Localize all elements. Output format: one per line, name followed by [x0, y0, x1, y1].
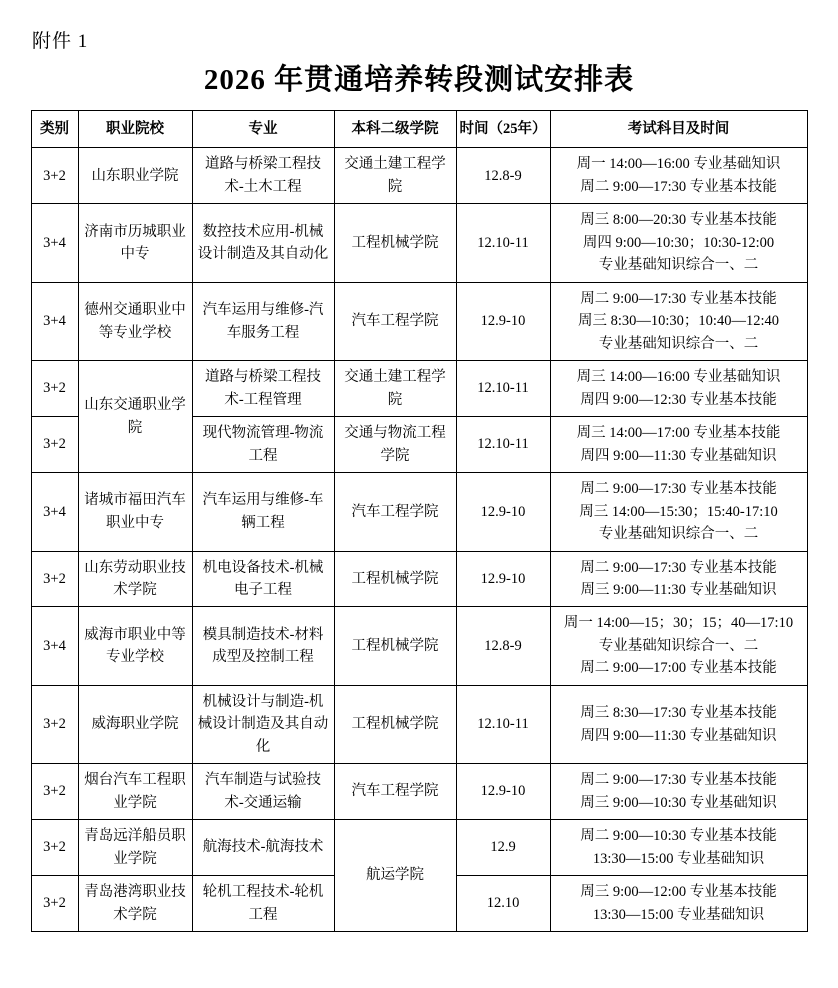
- cell-time: 12.10-11: [456, 685, 550, 763]
- subject-line: 专业基础知识综合一、二: [598, 257, 759, 274]
- cell-type: 3+2: [31, 148, 78, 204]
- header-subject: 考试科目及时间: [550, 111, 807, 148]
- table-row: [31, 361, 807, 417]
- table-row: [31, 148, 807, 204]
- subject-line: 周三 14:00—16:00 专业基础知识: [576, 369, 781, 386]
- cell-school: 山东劳动职业技术学院: [78, 551, 192, 607]
- cell-type: 3+2: [31, 764, 78, 820]
- cell-school: 济南市历城职业中专: [78, 204, 192, 282]
- cell-type: 3+2: [31, 361, 78, 417]
- cell-time: 12.9-10: [456, 551, 550, 607]
- header-school: 职业院校: [78, 111, 192, 148]
- cell-major: 汽车制造与试验技术-交通运输: [192, 764, 334, 820]
- cell-school: 德州交通职业中等专业学校: [78, 282, 192, 360]
- subject-line: 周四 9:00—10:30；10:30-12:00: [582, 234, 775, 251]
- cell-school: 威海市职业中等专业学校: [78, 607, 192, 685]
- subject-line: 周一 14:00—15；30；15；40—17:10: [563, 615, 794, 632]
- table-row: [31, 473, 807, 551]
- subject-line: 周二 9:00—17:30 专业基本技能: [580, 559, 777, 576]
- cell-subject: [550, 361, 807, 417]
- subject-line: 13:30—15:00 专业基础知识: [592, 850, 765, 867]
- cell-time: 12.10: [456, 876, 550, 932]
- cell-type: 3+4: [31, 204, 78, 282]
- subject-line: 专业基础知识综合一、二: [598, 526, 759, 543]
- cell-time: 12.8-9: [456, 148, 550, 204]
- cell-college: 交通土建工程学院: [334, 361, 456, 417]
- table-row: [31, 764, 807, 820]
- subject-line: 周三 8:30—10:30；10:40—12:40: [578, 313, 779, 330]
- cell-time: 12.10-11: [456, 204, 550, 282]
- cell-subject: [550, 204, 807, 282]
- cell-time: 12.9-10: [456, 473, 550, 551]
- cell-college: 工程机械学院: [334, 685, 456, 763]
- cell-subject: [550, 685, 807, 763]
- cell-major: 现代物流管理-物流工程: [192, 417, 334, 473]
- cell-time: 12.10-11: [456, 361, 550, 417]
- table-row: [31, 204, 807, 282]
- subject-line: 13:30—15:00 专业基础知识: [592, 906, 765, 923]
- subject-line: 周三 9:00—12:00 专业基本技能: [580, 884, 777, 901]
- cell-subject: [550, 764, 807, 820]
- cell-school: 山东职业学院: [78, 148, 192, 204]
- cell-major: 模具制造技术-材料成型及控制工程: [192, 607, 334, 685]
- cell-school: 诸城市福田汽车职业中专: [78, 473, 192, 551]
- cell-type: 3+4: [31, 473, 78, 551]
- cell-college: 汽车工程学院: [334, 473, 456, 551]
- header-college: 本科二级学院: [334, 111, 456, 148]
- subject-line: 周二 9:00—17:30 专业基本技能: [580, 772, 777, 789]
- cell-major: 机电设备技术-机械电子工程: [192, 551, 334, 607]
- subject-line: 周四 9:00—11:30 专业基础知识: [580, 447, 777, 464]
- table-row: [31, 551, 807, 607]
- cell-college: 工程机械学院: [334, 551, 456, 607]
- subject-line: 周二 9:00—17:30 专业基本技能: [580, 178, 777, 195]
- attachment-label: 附件 1: [32, 31, 89, 52]
- cell-college: 工程机械学院: [334, 607, 456, 685]
- table-row: [31, 820, 807, 876]
- cell-major: 机械设计与制造-机械设计制造及其自动化: [192, 685, 334, 763]
- subject-line: 周三 9:00—11:30 专业基础知识: [580, 581, 777, 598]
- cell-time: 12.9: [456, 820, 550, 876]
- cell-school: 青岛港湾职业技术学院: [78, 876, 192, 932]
- subject-line: 周三 9:00—10:30 专业基础知识: [580, 794, 777, 811]
- cell-subject: [550, 551, 807, 607]
- cell-subject: [550, 607, 807, 685]
- table-row: [31, 685, 807, 763]
- cell-college: 航运学院: [334, 820, 456, 932]
- cell-subject: [550, 148, 807, 204]
- cell-type: 3+2: [31, 820, 78, 876]
- table-header-row: [31, 111, 807, 148]
- subject-line: 周三 14:00—17:00 专业基本技能: [576, 425, 781, 442]
- cell-time: 12.10-11: [456, 417, 550, 473]
- cell-major: 数控技术应用-机械设计制造及其自动化: [192, 204, 334, 282]
- table-row: [31, 282, 807, 360]
- header-time: 时间（25年）: [456, 111, 550, 148]
- header-major: 专业: [192, 111, 334, 148]
- cell-type: 3+2: [31, 551, 78, 607]
- subject-line: 专业基础知识综合一、二: [598, 335, 759, 352]
- cell-type: 3+4: [31, 607, 78, 685]
- cell-time: 12.9-10: [456, 764, 550, 820]
- cell-school: 烟台汽车工程职业学院: [78, 764, 192, 820]
- cell-subject: [550, 876, 807, 932]
- cell-major: 汽车运用与维修-汽车服务工程: [192, 282, 334, 360]
- subject-line: 周二 9:00—17:30 专业基本技能: [580, 481, 777, 498]
- cell-major: 航海技术-航海技术: [192, 820, 334, 876]
- cell-major: 道路与桥梁工程技术-工程管理: [192, 361, 334, 417]
- cell-major: 轮机工程技术-轮机工程: [192, 876, 334, 932]
- cell-type: 3+2: [31, 417, 78, 473]
- cell-time: 12.9-10: [456, 282, 550, 360]
- header-type: 类别: [31, 111, 78, 148]
- subject-line: 周一 14:00—16:00 专业基础知识: [576, 156, 781, 173]
- table-row: [31, 607, 807, 685]
- cell-time: 12.8-9: [456, 607, 550, 685]
- cell-school: 青岛远洋船员职业学院: [78, 820, 192, 876]
- cell-subject: [550, 820, 807, 876]
- subject-line: 周三 8:30—17:30 专业基本技能: [580, 705, 777, 722]
- cell-college: 汽车工程学院: [334, 764, 456, 820]
- subject-line: 周四 9:00—11:30 专业基础知识: [580, 727, 777, 744]
- cell-college: 交通土建工程学院: [334, 148, 456, 204]
- subject-line: 专业基础知识综合一、二: [598, 637, 759, 654]
- cell-subject: [550, 473, 807, 551]
- cell-subject: [550, 417, 807, 473]
- cell-subject: [550, 282, 807, 360]
- page-title: 2026 年贯通培养转段测试安排表: [203, 64, 635, 96]
- cell-type: 3+4: [31, 282, 78, 360]
- cell-major: 汽车运用与维修-车辆工程: [192, 473, 334, 551]
- schedule-table: [31, 110, 808, 932]
- cell-college: 汽车工程学院: [334, 282, 456, 360]
- subject-line: 周三 8:00—20:30 专业基本技能: [580, 212, 777, 229]
- subject-line: 周二 9:00—17:00 专业基本技能: [580, 660, 777, 677]
- subject-line: 周三 14:00—15:30；15:40-17:10: [579, 503, 778, 520]
- subject-line: 周二 9:00—10:30 专业基本技能: [580, 828, 777, 845]
- cell-type: 3+2: [31, 685, 78, 763]
- cell-major: 道路与桥梁工程技术-土木工程: [192, 148, 334, 204]
- subject-line: 周四 9:00—12:30 专业基本技能: [580, 391, 777, 408]
- cell-school: 山东交通职业学院: [78, 361, 192, 473]
- cell-school: 威海职业学院: [78, 685, 192, 763]
- cell-type: 3+2: [31, 876, 78, 932]
- subject-line: 周二 9:00—17:30 专业基本技能: [580, 290, 777, 307]
- cell-college: 工程机械学院: [334, 204, 456, 282]
- cell-college: 交通与物流工程学院: [334, 417, 456, 473]
